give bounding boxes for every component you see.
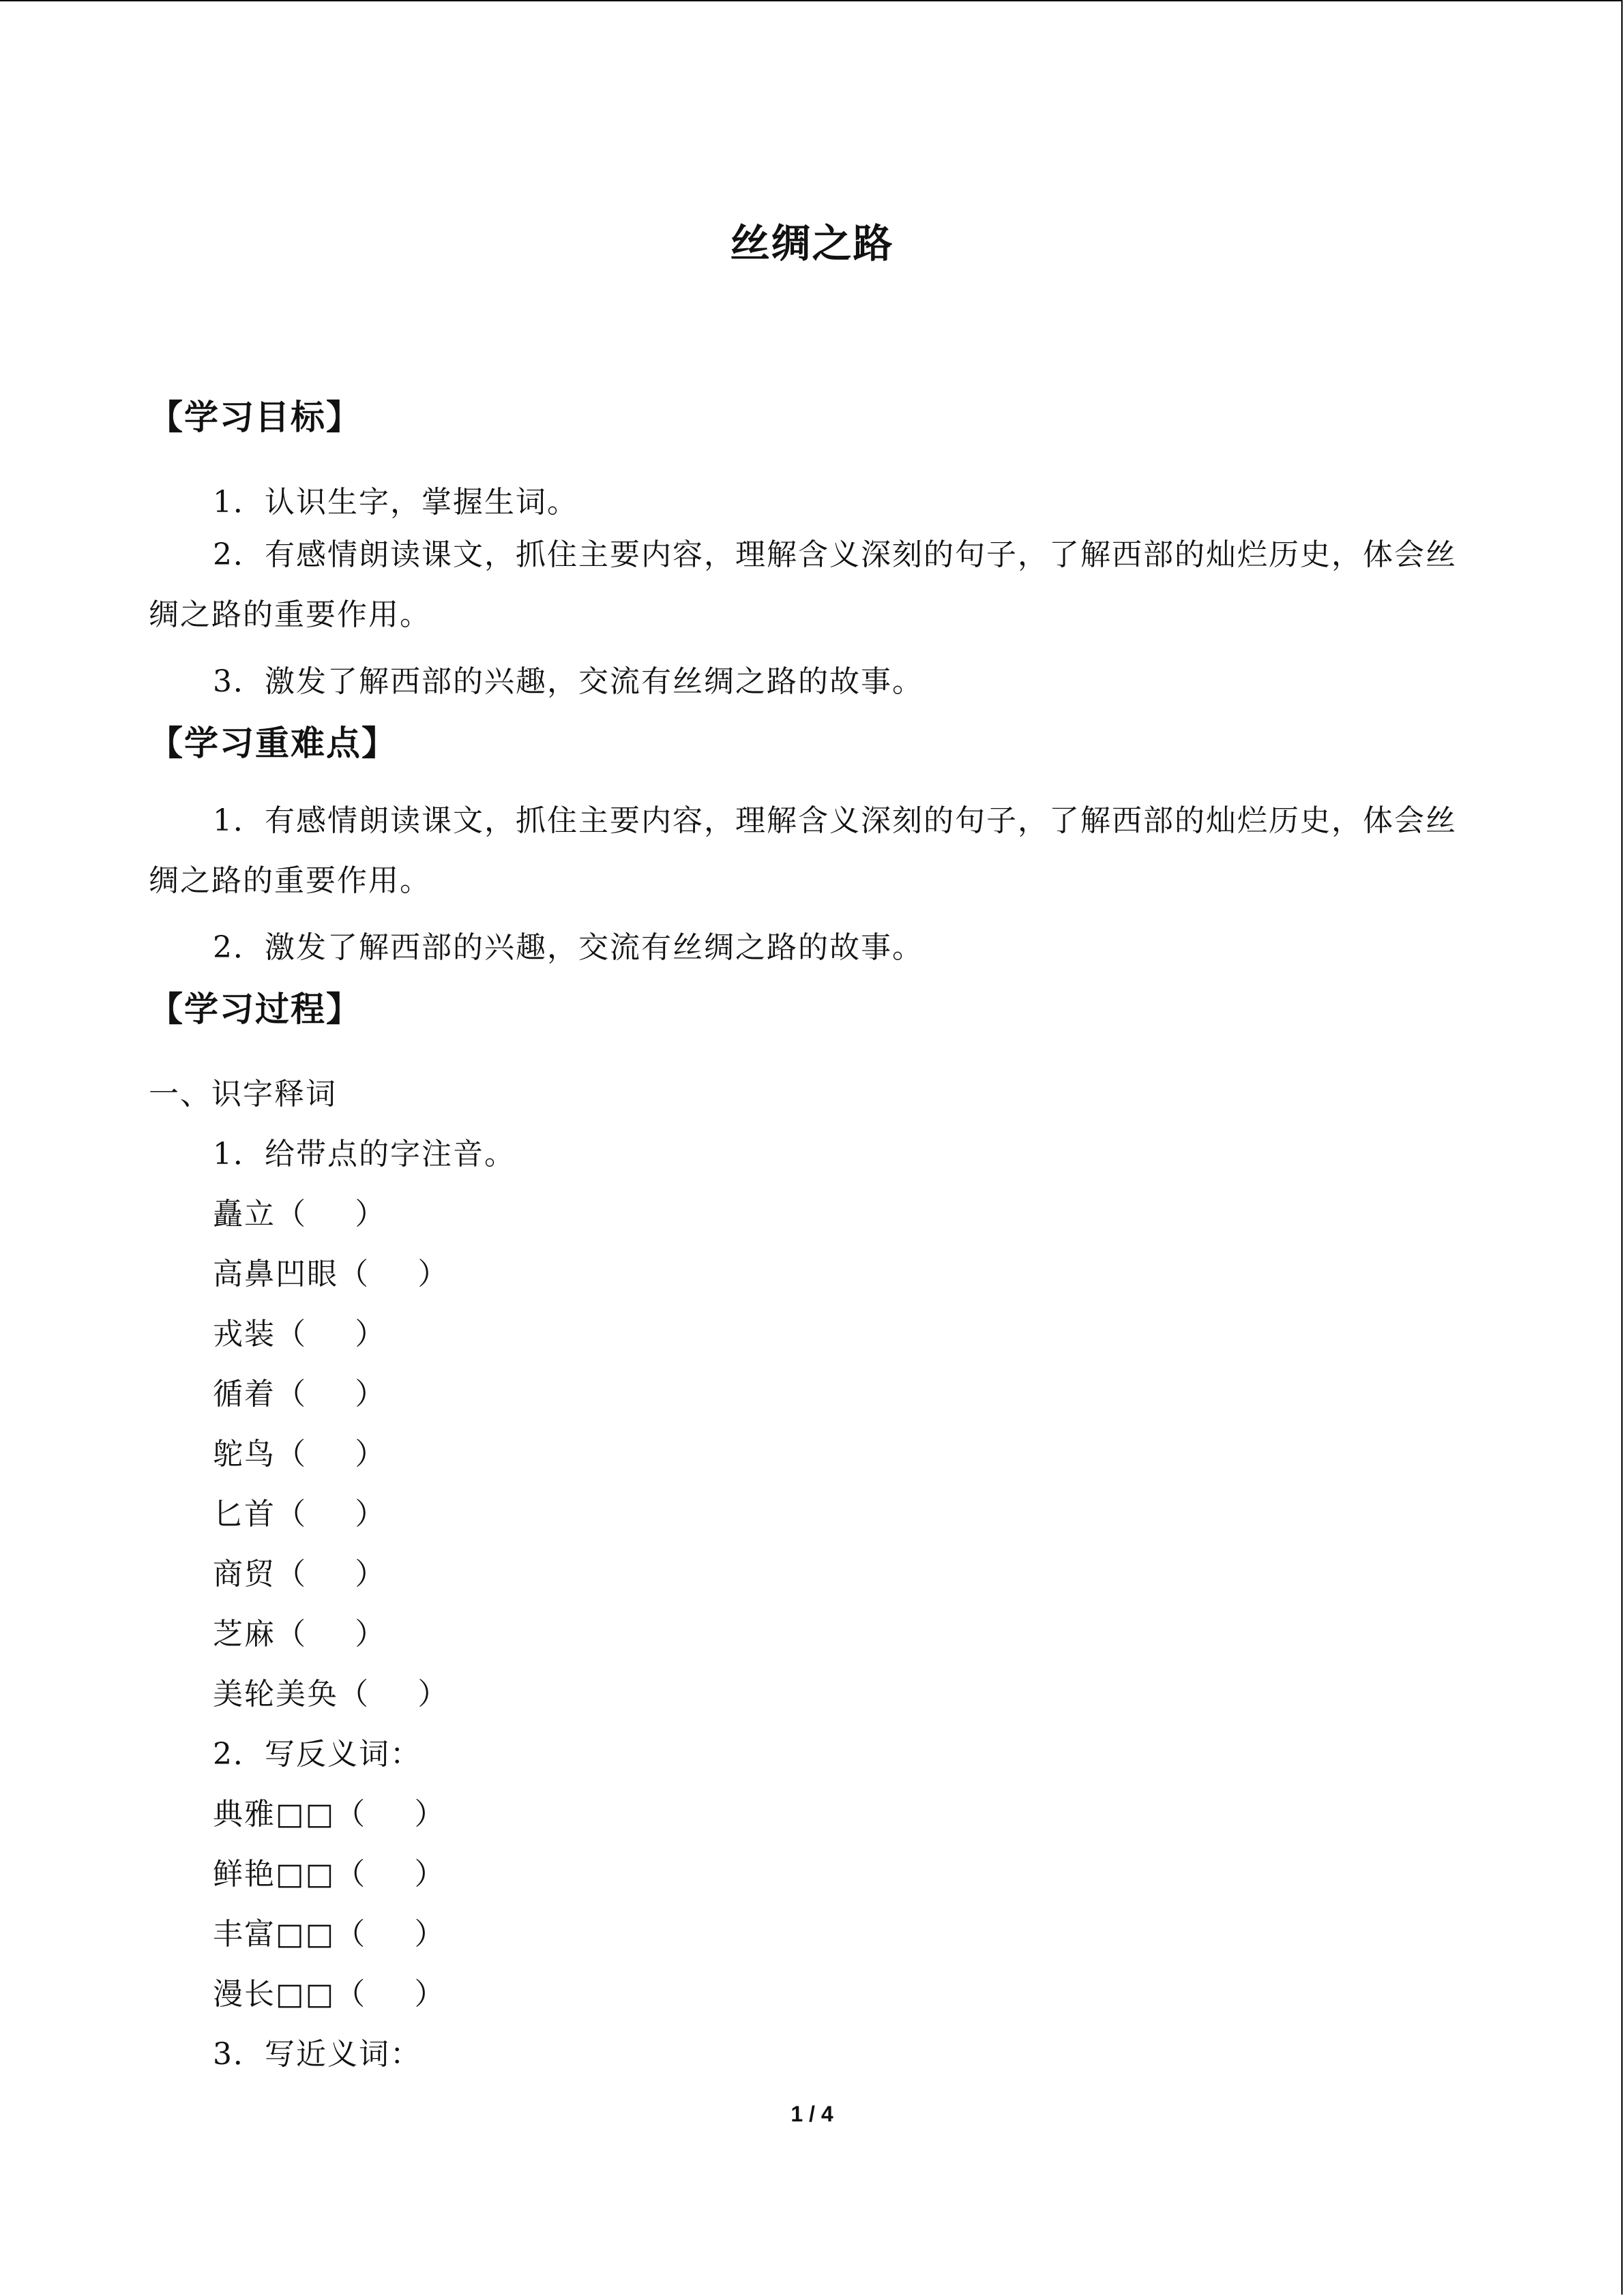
objective-item-1: 1．认识生字，掌握生词。 <box>213 485 578 520</box>
pinyin-item: 美轮美奂（ ） <box>213 1677 449 1712</box>
antonym-item: 漫长□□（ ） <box>213 1977 446 2012</box>
objective-item-3: 3．激发了解西部的兴趣，交流有丝绸之路的故事。 <box>213 664 924 699</box>
section-heading-process: 【学习过程】 <box>149 989 361 1029</box>
pinyin-item: 矗立（ ） <box>213 1197 387 1232</box>
page-number: 1 / 4 <box>791 2102 833 2126</box>
pinyin-item: 商贸（ ） <box>213 1557 387 1592</box>
pinyin-item: 戎装（ ） <box>213 1317 387 1352</box>
antonym-item: 典雅□□（ ） <box>213 1797 446 1832</box>
key-point-item-2: 2．激发了解西部的兴趣，交流有丝绸之路的故事。 <box>213 930 924 965</box>
pinyin-item: 循着（ ） <box>213 1377 387 1412</box>
document-title: 丝绸之路 <box>730 220 894 267</box>
section-heading-key-points: 【学习重难点】 <box>149 724 397 763</box>
part-title-literacy: 一、识字释词 <box>149 1077 337 1112</box>
section-heading-objectives: 【学习目标】 <box>149 398 361 437</box>
pinyin-item: 高鼻凹眼（ ） <box>213 1257 449 1292</box>
question-3-title: 3．写近义词： <box>213 2037 422 2072</box>
pinyin-item: 芝麻（ ） <box>213 1617 387 1652</box>
antonym-item: 鲜艳□□（ ） <box>213 1857 446 1892</box>
objective-item-2: 2．有感情朗读课文，抓住主要内容，理解含义深刻的句子，了解西部的灿烂历史，体会丝绸之路的重要作用。 <box>149 537 1457 632</box>
question-1-title: 1．给带点的字注音。 <box>213 1137 516 1172</box>
antonym-item: 丰富□□（ ） <box>213 1917 446 1952</box>
pinyin-item: 鸵鸟（ ） <box>213 1437 387 1472</box>
key-point-item-1: 1．有感情朗读课文，抓住主要内容，理解含义深刻的句子，了解西部的灿烂历史，体会丝绸之路的重要作用。 <box>149 803 1457 898</box>
question-2-title: 2．写反义词： <box>213 1737 422 1772</box>
pinyin-item: 匕首（ ） <box>213 1497 387 1532</box>
